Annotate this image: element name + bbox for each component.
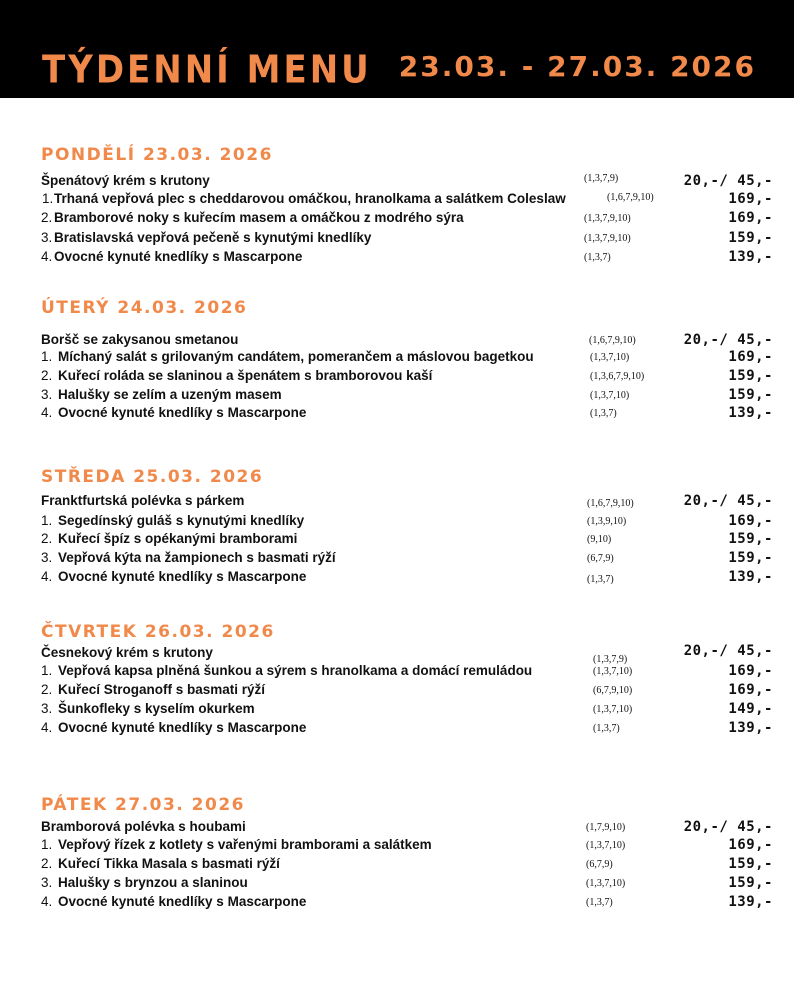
item-name: Halušky s brynzou a slaninou bbox=[58, 875, 248, 890]
item-number: 3. bbox=[41, 875, 53, 890]
menu-item bbox=[0, 191, 794, 210]
allergens: (1,6,7,9,10) bbox=[607, 192, 654, 203]
price: 169,- bbox=[728, 210, 773, 226]
item-number: 1. bbox=[41, 663, 53, 678]
price: 20,-/ 45,- bbox=[683, 819, 773, 835]
price: 159,- bbox=[728, 387, 773, 403]
menu-item bbox=[0, 875, 794, 894]
menu-item bbox=[0, 349, 794, 368]
price: 169,- bbox=[728, 682, 773, 698]
item-name: Segedínský guláš s kynutými knedlíky bbox=[58, 513, 305, 528]
item-number: 1. bbox=[41, 513, 53, 528]
menu-item bbox=[0, 720, 794, 739]
item-name: Kuřecí Tikka Masala s basmati rýží bbox=[58, 856, 280, 871]
menu-item bbox=[0, 701, 794, 720]
menu-item bbox=[0, 837, 794, 856]
allergens: (1,3,7) bbox=[586, 897, 613, 908]
day-title: ČTVRTEK 26.03. 2026 bbox=[41, 622, 275, 642]
allergens: (1,3,7,10) bbox=[586, 878, 626, 889]
soup-name: Bramborová polévka s houbami bbox=[41, 819, 246, 834]
item-number: 2. bbox=[41, 856, 53, 871]
price: 169,- bbox=[728, 837, 773, 853]
item-number: 1. bbox=[41, 349, 53, 364]
item-number: 4. bbox=[41, 405, 53, 420]
item-number: 4. bbox=[41, 569, 53, 584]
item-name: Míchaný salát s grilovaným candátem, pomerančem a máslovou bagetkou bbox=[58, 349, 534, 364]
item-number: 3. bbox=[41, 230, 53, 245]
item-name: Bratislavská vepřová pečeně s kynutými knedlíky bbox=[54, 230, 372, 245]
soup-name: Franktfurtská polévka s párkem bbox=[41, 493, 245, 508]
item-name: Kuřecí špíz s opékanými bramborami bbox=[58, 531, 298, 546]
day-title: STŘEDA 25.03. 2026 bbox=[41, 467, 264, 487]
item-name: Ovocné kynuté knedlíky s Mascarpone bbox=[58, 405, 307, 420]
allergens: (1,3,7,9) bbox=[584, 173, 619, 184]
item-name: Ovocné kynuté knedlíky s Mascarpone bbox=[58, 720, 307, 735]
item-number: 2. bbox=[41, 210, 53, 225]
allergens: (1,6,7,9,10) bbox=[587, 498, 634, 509]
day-title: PÁTEK 27.03. 2026 bbox=[41, 795, 245, 815]
menu-item bbox=[0, 405, 794, 424]
item-name: Šunkofleky s kyselím okurkem bbox=[58, 701, 255, 716]
price: 149,- bbox=[728, 701, 773, 717]
price: 20,-/ 45,- bbox=[683, 332, 773, 348]
allergens: (6,7,9) bbox=[587, 553, 614, 564]
allergens: (1,3,7) bbox=[587, 574, 614, 585]
allergens: (1,6,7,9,10) bbox=[589, 335, 636, 346]
menu-item bbox=[0, 531, 794, 550]
menu-item bbox=[0, 513, 794, 532]
price: 139,- bbox=[728, 569, 773, 585]
soup-row bbox=[0, 819, 794, 838]
page-title: TÝDENNÍ MENU bbox=[42, 48, 372, 93]
menu-item bbox=[0, 368, 794, 387]
soup-name: Česnekový krém s krutony bbox=[41, 645, 213, 660]
item-name: Vepřová kýta na žampionech s basmati rýží bbox=[58, 550, 336, 565]
item-number: 2. bbox=[41, 368, 53, 383]
allergens: (1,3,7,10) bbox=[593, 704, 633, 715]
menu-item bbox=[0, 894, 794, 913]
price: 139,- bbox=[728, 405, 773, 421]
soup-name: Boršč se zakysanou smetanou bbox=[41, 332, 239, 347]
soup-name: Špenátový krém s krutony bbox=[41, 173, 210, 188]
allergens: (6,7,9) bbox=[586, 859, 613, 870]
price: 169,- bbox=[728, 663, 773, 679]
allergens: (1,3,7,10) bbox=[590, 390, 630, 401]
header-bar bbox=[0, 0, 794, 98]
menu-item bbox=[0, 387, 794, 406]
price: 139,- bbox=[728, 720, 773, 736]
allergens: (1,3,7,10) bbox=[590, 352, 630, 363]
price: 159,- bbox=[728, 550, 773, 566]
item-name: Halušky se zelím a uzeným masem bbox=[58, 387, 282, 402]
item-number: 2. bbox=[41, 531, 53, 546]
item-name: Vepřový řízek z kotlety s vařenými bramborami a salátkem bbox=[58, 837, 432, 852]
menu-item bbox=[0, 682, 794, 701]
price: 139,- bbox=[728, 249, 773, 265]
allergens: (1,3,7,10) bbox=[586, 840, 626, 851]
item-number: 1. bbox=[42, 191, 54, 206]
item-name: Ovocné kynuté knedlíky s Mascarpone bbox=[54, 249, 303, 264]
item-number: 4. bbox=[41, 720, 53, 735]
soup-row bbox=[0, 173, 794, 192]
item-name: Vepřová kapsa plněná šunkou a sýrem s hranolkama a domácí remuládou bbox=[58, 663, 533, 678]
allergens: (1,3,7) bbox=[590, 408, 617, 419]
menu-item bbox=[0, 249, 794, 268]
item-name: Ovocné kynuté knedlíky s Mascarpone bbox=[58, 569, 307, 584]
item-name: Bramborové noky s kuřecím masem a omáčkou z modrého sýra bbox=[54, 210, 464, 225]
item-name: Ovocné kynuté knedlíky s Mascarpone bbox=[58, 894, 307, 909]
allergens: (1,3,6,7,9,10) bbox=[590, 371, 645, 382]
price: 139,- bbox=[728, 894, 773, 910]
item-name: Kuřecí roláda se slaninou a špenátem s bramborovou kaší bbox=[58, 368, 433, 383]
allergens: (1,3,7,9,10) bbox=[584, 213, 631, 224]
week-dates: 23.03. - 27.03. 2026 bbox=[398, 50, 756, 83]
price: 159,- bbox=[728, 368, 773, 384]
allergens: (1,3,7,10) bbox=[593, 666, 633, 677]
allergens: (6,7,9,10) bbox=[593, 685, 633, 696]
soup-row bbox=[0, 493, 794, 512]
menu-item bbox=[0, 230, 794, 249]
allergens: (1,3,9,10) bbox=[587, 516, 627, 527]
menu-item bbox=[0, 210, 794, 229]
menu-item bbox=[0, 550, 794, 569]
allergens: (1,3,7,9,10) bbox=[584, 233, 631, 244]
price: 169,- bbox=[728, 191, 773, 207]
soup-row bbox=[0, 645, 794, 664]
item-number: 2. bbox=[41, 682, 53, 697]
item-number: 3. bbox=[41, 701, 53, 716]
day-title: PONDĚLÍ 23.03. 2026 bbox=[41, 145, 273, 165]
item-name: Trhaná vepřová plec s cheddarovou omáčkou, hranolkama a salátkem Coleslaw bbox=[54, 191, 566, 206]
item-number: 1. bbox=[41, 837, 53, 852]
item-number: 3. bbox=[41, 387, 53, 402]
allergens: (1,3,7) bbox=[584, 252, 611, 263]
price: 20,-/ 45,- bbox=[683, 493, 773, 509]
item-number: 4. bbox=[41, 249, 53, 264]
price: 20,-/ 45,- bbox=[683, 173, 773, 189]
item-number: 4. bbox=[41, 894, 53, 909]
price: 159,- bbox=[728, 856, 773, 872]
item-number: 3. bbox=[41, 550, 53, 565]
price: 159,- bbox=[728, 875, 773, 891]
price: 159,- bbox=[728, 531, 773, 547]
menu-item bbox=[0, 569, 794, 588]
price: 169,- bbox=[728, 513, 773, 529]
price: 20,-/ 45,- bbox=[683, 643, 773, 659]
allergens: (1,7,9,10) bbox=[586, 822, 626, 833]
item-name: Kuřecí Stroganoff s basmati rýží bbox=[58, 682, 266, 697]
price: 169,- bbox=[728, 349, 773, 365]
price: 159,- bbox=[728, 230, 773, 246]
menu-item bbox=[0, 663, 794, 682]
allergens: (1,3,7,9) bbox=[593, 654, 628, 665]
allergens: (1,3,7) bbox=[593, 723, 620, 734]
day-title: ÚTERÝ 24.03. 2026 bbox=[41, 298, 248, 318]
allergens: (9,10) bbox=[587, 534, 612, 545]
menu-item bbox=[0, 856, 794, 875]
